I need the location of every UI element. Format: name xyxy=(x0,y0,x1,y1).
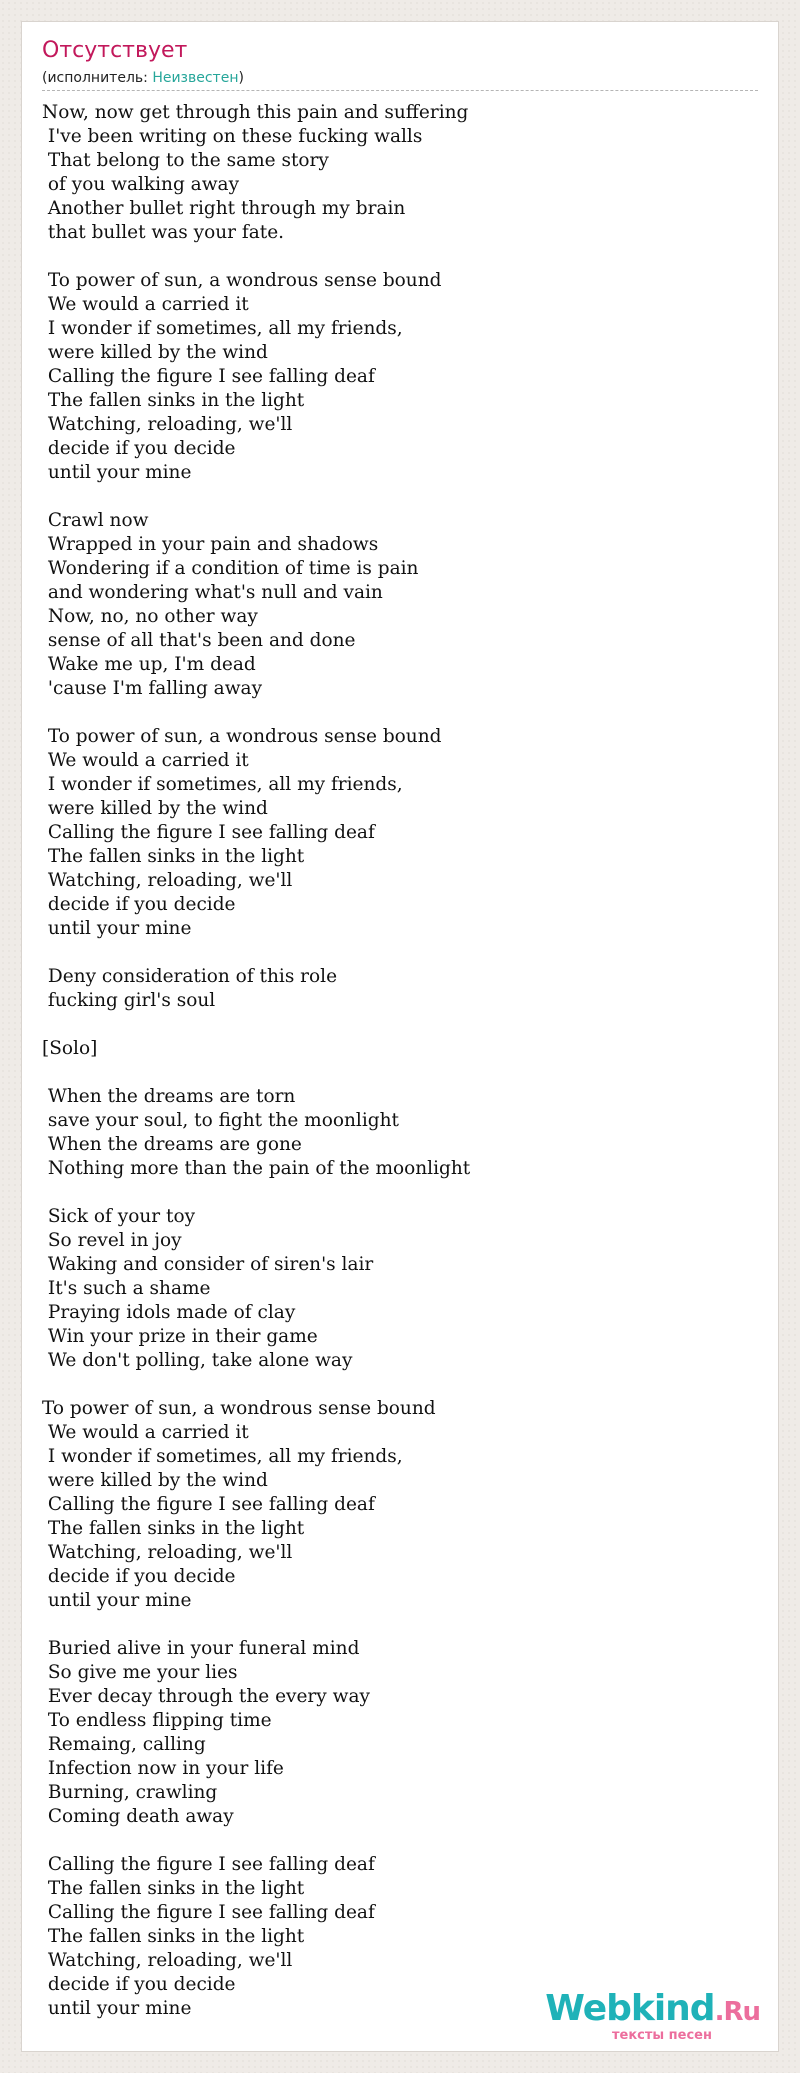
lyrics-text: Now, now get through this pain and suffering I've been writing on these fucking walls That belong to the same story of you walking away Another bullet right through my brain that bullet was your fate. To power of sun, a wondrous sense bound We would a carried it I wonder if sometimes, all my friends, were killed by the wind Calling the figure I see falling deaf The fallen sinks in the light Watching, reloading, we'll decide if you decide until your mine Crawl now Wrapped in your pain and shadows Wondering if a condition of time is pain and wondering what's null and vain Now, no, no other way sense of all that's been and done Wake me up, I'm dead 'cause I'm falling away To power of sun, a wondrous sense bound We would a carried it I wonder if sometimes, all my friends, were killed by the wind Calling the figure I see falling deaf The fallen sinks in the light Watching, reloading, we'll decide if you decide until your mine Deny consideration of this role fucking girl's soul [Solo] When the dreams are torn save your soul, to fight the moonlight When the dreams are gone Nothing more than the pain of the moonlight Sick of your toy So revel in joy Waking and consider of siren's lair It's such a shame Praying idols made of clay Win your prize in their game We don't polling, take alone way To power of sun, a wondrous sense bound We would a carried it I wonder if sometimes, all my friends, were killed by the wind Calling the figure I see falling deaf The fallen sinks in the light Watching, reloading, we'll decide if you decide until your mine Buried alive in your funeral mind So give me your lies Ever decay through the every way To endless flipping time Remaing, calling Infection now in your life Burning, crawling Coming death away Calling the figure I see falling deaf The fallen sinks in the light Calling the figure I see falling deaf The fallen sinks in the light Watching, reloading, we'll decide if you decide until your mine xyxy=(42,102,471,2019)
site-logo[interactable] xyxy=(545,1988,760,2043)
logo-brand-name: Webkind xyxy=(545,1988,715,2029)
performer-link[interactable]: Неизвестен xyxy=(152,70,239,86)
performer-line xyxy=(42,70,244,86)
logo-brand-tld: .Ru xyxy=(714,1997,760,2027)
title-divider xyxy=(42,90,758,91)
logo-brand xyxy=(545,1988,760,2030)
performer-prefix: (исполнитель: xyxy=(42,70,153,86)
lyrics-card xyxy=(21,21,779,2052)
song-title: Отсутствует xyxy=(42,38,188,63)
logo-tagline: тексты песен xyxy=(611,2028,712,2043)
performer-suffix: ) xyxy=(238,70,244,86)
